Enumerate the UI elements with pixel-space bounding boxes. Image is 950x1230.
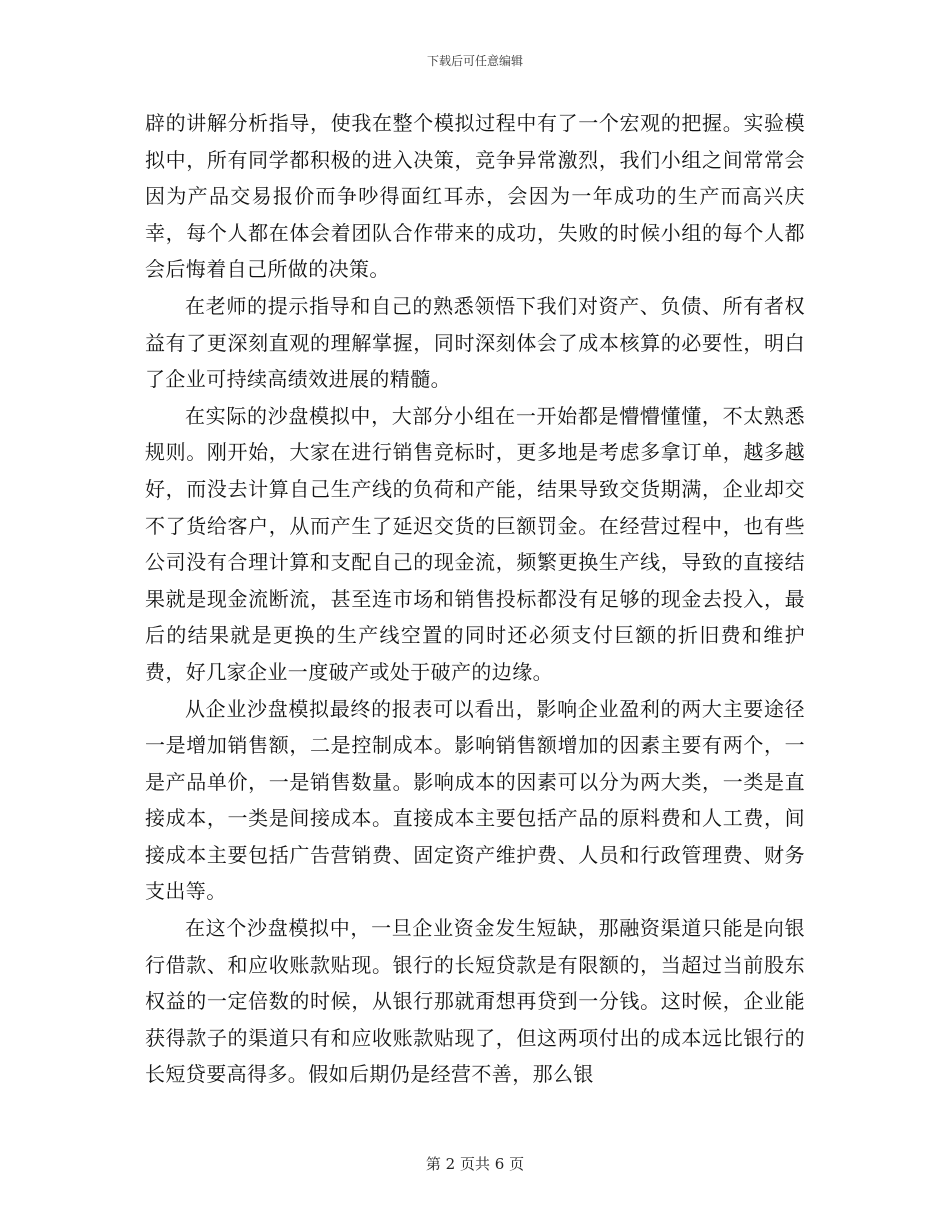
paragraph-2: 在老师的提示指导和自己的熟悉领悟下我们对资产、负债、所有者权益有了更深刻直观的理解掌握，同时深刻体会了成本核算的必要性，明白了企业可持续高绩效进展的精髓。 [145, 293, 805, 392]
page-footer: 第 2 页共 6 页 [425, 1155, 525, 1173]
page-header: 下载后可任意编辑 [426, 54, 523, 68]
paragraph-4: 从企业沙盘模拟最终的报表可以看出，影响企业盈利的两大主要途径一是增加销售额，二是控制成本。影响销售额增加的因素主要有两个，一是产品单价，一是销售数量。影响成本的因素可以分为两大类，一类是直接成本，一类是间接成本。直接成本主要包括产品的原料费和人工费，间接成本主要包括广告营销费、固定资产维护费、人员和行政管理费、财务支出等。 [145, 696, 805, 904]
paragraph-3: 在实际的沙盘模拟中，大部分小组在一开始都是懵懵懂懂，不太熟悉规则。刚开始，大家在进行销售竞标时，更多地是考虑多拿订单，越多越好，而没去计算自己生产线的负荷和产能，结果导致交货期满，企业却交不了货给客户，从而产生了延迟交货的巨额罚金。在经营过程中，也有些公司没有合理计算和支配自己的现金流，频繁更换生产线，导致的直接结果就是现金流断流，甚至连市场和销售投标都没有足够的现金去投入，最后的结果就是更换的生产线空置的同时还必须支付巨额的折旧费和维护费，好几家企业一度破产或处于破产的边缘。 [145, 403, 805, 684]
document-body [145, 105, 805, 1093]
paragraph-1: 辟的讲解分析指导，使我在整个模拟过程中有了一个宏观的把握。实验模拟中，所有同学都积极的进入决策，竞争异常激烈，我们小组之间常常会因为产品交易报价而争吵得面红耳赤，会因为一年成功的生产而高兴庆幸，每个人都在体会着团队合作带来的成功，失败的时候小组的每个人都会后悔着自己所做的决策。 [145, 111, 805, 282]
paragraph-5: 在这个沙盘模拟中，一旦企业资金发生短缺，那融资渠道只能是向银行借款、和应收账款贴现。银行的长短贷款是有限额的，当超过当前股东权益的一定倍数的时候，从银行那就甭想再贷到一分钱。这时候，企业能获得款子的渠道只有和应收账款贴现了，但这两项付出的成本远比银行的长短贷要高得多。假如后期仍是经营不善，那么银 [145, 916, 805, 1087]
